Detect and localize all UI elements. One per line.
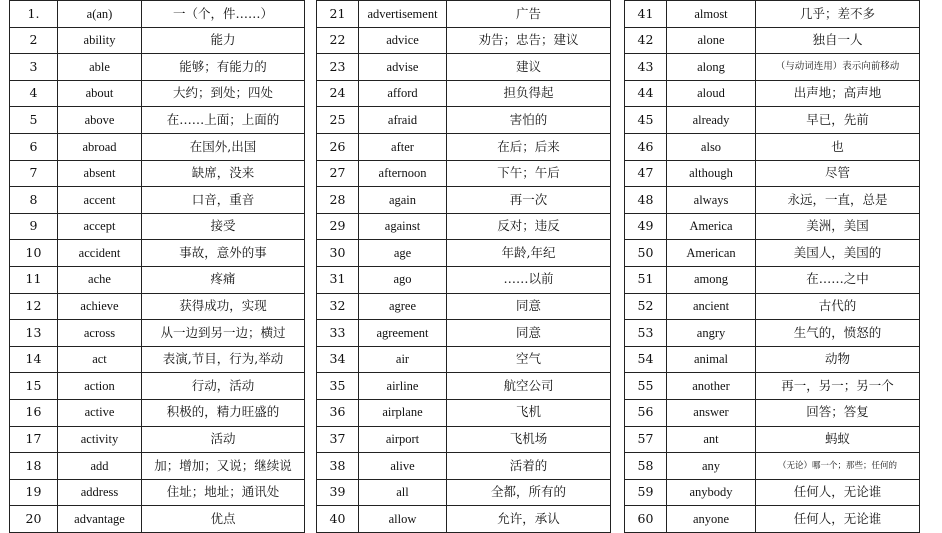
table-row (317, 453, 611, 480)
english-word: American (667, 240, 756, 267)
chinese-meaning: 活动 (142, 426, 305, 453)
entry-number: 54 (625, 346, 667, 373)
english-word: air (359, 346, 447, 373)
english-word: active (58, 399, 142, 426)
chinese-meaning: 劝告；忠告；建议 (447, 27, 611, 54)
table-row (317, 80, 611, 107)
chinese-meaning: 积极的，精力旺盛的 (142, 399, 305, 426)
english-word: all (359, 479, 447, 506)
chinese-meaning: 也 (756, 133, 920, 160)
chinese-meaning: 飞机场 (447, 426, 611, 453)
english-word: activity (58, 426, 142, 453)
chinese-meaning: 任何人，无论谁 (756, 479, 920, 506)
table-row (10, 80, 305, 107)
chinese-meaning: 下午；午后 (447, 160, 611, 187)
english-word: about (58, 80, 142, 107)
english-word: ability (58, 27, 142, 54)
table-row (10, 240, 305, 267)
entry-number: 60 (625, 506, 667, 533)
entry-number: 6 (10, 133, 58, 160)
english-word: although (667, 160, 756, 187)
table-row (10, 187, 305, 214)
table-row (317, 266, 611, 293)
entry-number: 59 (625, 479, 667, 506)
english-word: answer (667, 399, 756, 426)
english-word: among (667, 266, 756, 293)
english-word: animal (667, 346, 756, 373)
english-word: agreement (359, 320, 447, 347)
english-word: achieve (58, 293, 142, 320)
english-word: afraid (359, 107, 447, 134)
entry-number: 45 (625, 107, 667, 134)
table-row (317, 506, 611, 533)
table-row (10, 506, 305, 533)
entry-number: 35 (317, 373, 359, 400)
table-row (625, 240, 920, 267)
chinese-meaning: 同意 (447, 293, 611, 320)
table-row (10, 453, 305, 480)
entry-number: 39 (317, 479, 359, 506)
english-word: ago (359, 266, 447, 293)
entry-number: 5 (10, 107, 58, 134)
table-row (10, 213, 305, 240)
entry-number: 31 (317, 266, 359, 293)
entry-number: 57 (625, 426, 667, 453)
entry-number: 58 (625, 453, 667, 480)
entry-number: 49 (625, 213, 667, 240)
english-word: absent (58, 160, 142, 187)
english-word: angry (667, 320, 756, 347)
entry-number: 30 (317, 240, 359, 267)
entry-number: 38 (317, 453, 359, 480)
table-row (317, 213, 611, 240)
chinese-meaning: 害怕的 (447, 107, 611, 134)
entry-number: 3 (10, 54, 58, 81)
chinese-meaning: 口音，重音 (142, 187, 305, 214)
entry-number: 52 (625, 293, 667, 320)
entry-number: 12 (10, 293, 58, 320)
entry-number: 32 (317, 293, 359, 320)
entry-number: 50 (625, 240, 667, 267)
chinese-meaning: 从一边到另一边；横过 (142, 320, 305, 347)
chinese-meaning: ……以前 (447, 266, 611, 293)
table-row (10, 27, 305, 54)
chinese-meaning: 尽管 (756, 160, 920, 187)
table-row (317, 346, 611, 373)
chinese-meaning: 美洲，美国 (756, 213, 920, 240)
entry-number: 15 (10, 373, 58, 400)
english-word: another (667, 373, 756, 400)
chinese-meaning: 担负得起 (447, 80, 611, 107)
table-row (625, 426, 920, 453)
entry-number: 10 (10, 240, 58, 267)
table-row (10, 133, 305, 160)
chinese-meaning: 反对；违反 (447, 213, 611, 240)
english-word: already (667, 107, 756, 134)
english-word: after (359, 133, 447, 160)
table-row (317, 107, 611, 134)
english-word: ancient (667, 293, 756, 320)
table-row (10, 293, 305, 320)
table-row (625, 399, 920, 426)
entry-number: 23 (317, 54, 359, 81)
chinese-meaning: 事故，意外的事 (142, 240, 305, 267)
entry-number: 34 (317, 346, 359, 373)
table-row (317, 54, 611, 81)
chinese-meaning: 回答；答复 (756, 399, 920, 426)
chinese-meaning: 疼痛 (142, 266, 305, 293)
vocab-table-body (317, 1, 611, 533)
entry-number: 14 (10, 346, 58, 373)
entry-number: 41 (625, 1, 667, 28)
chinese-meaning: 全都，所有的 (447, 479, 611, 506)
table-row (10, 346, 305, 373)
table-row (317, 426, 611, 453)
english-word: advertisement (359, 1, 447, 28)
entry-number: 13 (10, 320, 58, 347)
entry-number: 9 (10, 213, 58, 240)
entry-number: 26 (317, 133, 359, 160)
entry-number: 21 (317, 1, 359, 28)
chinese-meaning: 在……之中 (756, 266, 920, 293)
english-word: aloud (667, 80, 756, 107)
chinese-meaning: （无论）哪一个；那些；任何的 (756, 453, 920, 480)
entry-number: 33 (317, 320, 359, 347)
entry-number: 7 (10, 160, 58, 187)
chinese-meaning: 广告 (447, 1, 611, 28)
chinese-meaning: 永远，一直，总是 (756, 187, 920, 214)
table-row (10, 320, 305, 347)
chinese-meaning: 能力 (142, 27, 305, 54)
english-word: allow (359, 506, 447, 533)
english-word: ant (667, 426, 756, 453)
entry-number: 4 (10, 80, 58, 107)
table-row (625, 453, 920, 480)
entry-number: 17 (10, 426, 58, 453)
english-word: able (58, 54, 142, 81)
table-row (317, 373, 611, 400)
english-word: along (667, 54, 756, 81)
english-word: age (359, 240, 447, 267)
chinese-meaning: 古代的 (756, 293, 920, 320)
chinese-meaning: 美国人，美国的 (756, 240, 920, 267)
entry-number: 24 (317, 80, 359, 107)
table-row (625, 187, 920, 214)
table-row (10, 160, 305, 187)
entry-number: 48 (625, 187, 667, 214)
table-row (317, 293, 611, 320)
table-row (625, 479, 920, 506)
english-word: afternoon (359, 160, 447, 187)
chinese-meaning: 一（个，件……） (142, 1, 305, 28)
english-word: alive (359, 453, 447, 480)
chinese-meaning: 允许，承认 (447, 506, 611, 533)
entry-number: 47 (625, 160, 667, 187)
table-row (10, 107, 305, 134)
table-row (10, 399, 305, 426)
chinese-meaning: 出声地；高声地 (756, 80, 920, 107)
entry-number: 18 (10, 453, 58, 480)
english-word: advice (359, 27, 447, 54)
table-row (625, 54, 920, 81)
chinese-meaning: 空气 (447, 346, 611, 373)
english-word: add (58, 453, 142, 480)
english-word: airline (359, 373, 447, 400)
table-row (317, 133, 611, 160)
english-word: against (359, 213, 447, 240)
english-word: anybody (667, 479, 756, 506)
english-word: accent (58, 187, 142, 214)
english-word: a(an) (58, 1, 142, 28)
entry-number: 27 (317, 160, 359, 187)
english-word: also (667, 133, 756, 160)
chinese-meaning: 在后；后来 (447, 133, 611, 160)
vocab-table-body (10, 1, 305, 533)
entry-number: 37 (317, 426, 359, 453)
english-word: agree (359, 293, 447, 320)
chinese-meaning: 住址；地址；通讯处 (142, 479, 305, 506)
entry-number: 46 (625, 133, 667, 160)
entry-number: 55 (625, 373, 667, 400)
table-row (625, 27, 920, 54)
english-word: accident (58, 240, 142, 267)
english-word: airport (359, 426, 447, 453)
entry-number: 2 (10, 27, 58, 54)
vocab-table-3 (624, 0, 920, 533)
table-row (625, 346, 920, 373)
table-row (317, 240, 611, 267)
english-word: advantage (58, 506, 142, 533)
entry-number: 29 (317, 213, 359, 240)
chinese-meaning: 航空公司 (447, 373, 611, 400)
table-row (625, 1, 920, 28)
table-row (625, 506, 920, 533)
english-word: abroad (58, 133, 142, 160)
english-word: act (58, 346, 142, 373)
chinese-meaning: 加；增加；又说；继续说 (142, 453, 305, 480)
entry-number: 25 (317, 107, 359, 134)
english-word: any (667, 453, 756, 480)
table-row (317, 399, 611, 426)
table-row (10, 54, 305, 81)
table-row (317, 320, 611, 347)
entry-number: 11 (10, 266, 58, 293)
chinese-meaning: 再一次 (447, 187, 611, 214)
chinese-meaning: （与动词连用）表示向前移动 (756, 54, 920, 81)
table-row (317, 1, 611, 28)
english-word: afford (359, 80, 447, 107)
chinese-meaning: 任何人，无论谁 (756, 506, 920, 533)
table-row (625, 80, 920, 107)
entry-number: 53 (625, 320, 667, 347)
chinese-meaning: 几乎；差不多 (756, 1, 920, 28)
table-row (317, 479, 611, 506)
chinese-meaning: 同意 (447, 320, 611, 347)
chinese-meaning: 在国外,出国 (142, 133, 305, 160)
english-word: across (58, 320, 142, 347)
chinese-meaning: 获得成功，实现 (142, 293, 305, 320)
table-row (10, 373, 305, 400)
chinese-meaning: 独自一人 (756, 27, 920, 54)
entry-number: 16 (10, 399, 58, 426)
chinese-meaning: 生气的，愤怒的 (756, 320, 920, 347)
english-word: above (58, 107, 142, 134)
table-row (10, 266, 305, 293)
chinese-meaning: 优点 (142, 506, 305, 533)
entry-number: 40 (317, 506, 359, 533)
english-word: advise (359, 54, 447, 81)
english-word: always (667, 187, 756, 214)
entry-number: 56 (625, 399, 667, 426)
entry-number: 42 (625, 27, 667, 54)
chinese-meaning: 大约；到处；四处 (142, 80, 305, 107)
entry-number: 43 (625, 54, 667, 81)
chinese-meaning: 在……上面；上面的 (142, 107, 305, 134)
vocab-table-1 (9, 0, 305, 533)
chinese-meaning: 接受 (142, 213, 305, 240)
entry-number: 20 (10, 506, 58, 533)
vocab-table-2 (316, 0, 611, 533)
table-row (10, 479, 305, 506)
english-word: accept (58, 213, 142, 240)
entry-number: 19 (10, 479, 58, 506)
entry-number: 44 (625, 80, 667, 107)
chinese-meaning: 早已，先前 (756, 107, 920, 134)
chinese-meaning: 表演,节目，行为,举动 (142, 346, 305, 373)
chinese-meaning: 年龄,年纪 (447, 240, 611, 267)
chinese-meaning: 活着的 (447, 453, 611, 480)
chinese-meaning: 能够；有能力的 (142, 54, 305, 81)
entry-number: 28 (317, 187, 359, 214)
table-row (625, 266, 920, 293)
table-row (625, 373, 920, 400)
english-word: ache (58, 266, 142, 293)
table-row (317, 187, 611, 214)
table-row (10, 426, 305, 453)
english-word: airplane (359, 399, 447, 426)
chinese-meaning: 再一，另一；另一个 (756, 373, 920, 400)
chinese-meaning: 缺席，没来 (142, 160, 305, 187)
english-word: address (58, 479, 142, 506)
entry-number: 8 (10, 187, 58, 214)
table-row (317, 27, 611, 54)
english-word: action (58, 373, 142, 400)
entry-number: 22 (317, 27, 359, 54)
chinese-meaning: 动物 (756, 346, 920, 373)
english-word: America (667, 213, 756, 240)
table-row (625, 160, 920, 187)
entry-number: 51 (625, 266, 667, 293)
table-row (625, 293, 920, 320)
chinese-meaning: 蚂蚁 (756, 426, 920, 453)
english-word: almost (667, 1, 756, 28)
entry-number: 36 (317, 399, 359, 426)
table-row (625, 133, 920, 160)
table-row (317, 160, 611, 187)
english-word: anyone (667, 506, 756, 533)
table-row (625, 320, 920, 347)
english-word: again (359, 187, 447, 214)
chinese-meaning: 行动，活动 (142, 373, 305, 400)
vocab-table-body (625, 1, 920, 533)
entry-number: 1. (10, 1, 58, 28)
chinese-meaning: 飞机 (447, 399, 611, 426)
table-row (625, 107, 920, 134)
table-row (625, 213, 920, 240)
english-word: alone (667, 27, 756, 54)
chinese-meaning: 建议 (447, 54, 611, 81)
table-row (10, 1, 305, 28)
